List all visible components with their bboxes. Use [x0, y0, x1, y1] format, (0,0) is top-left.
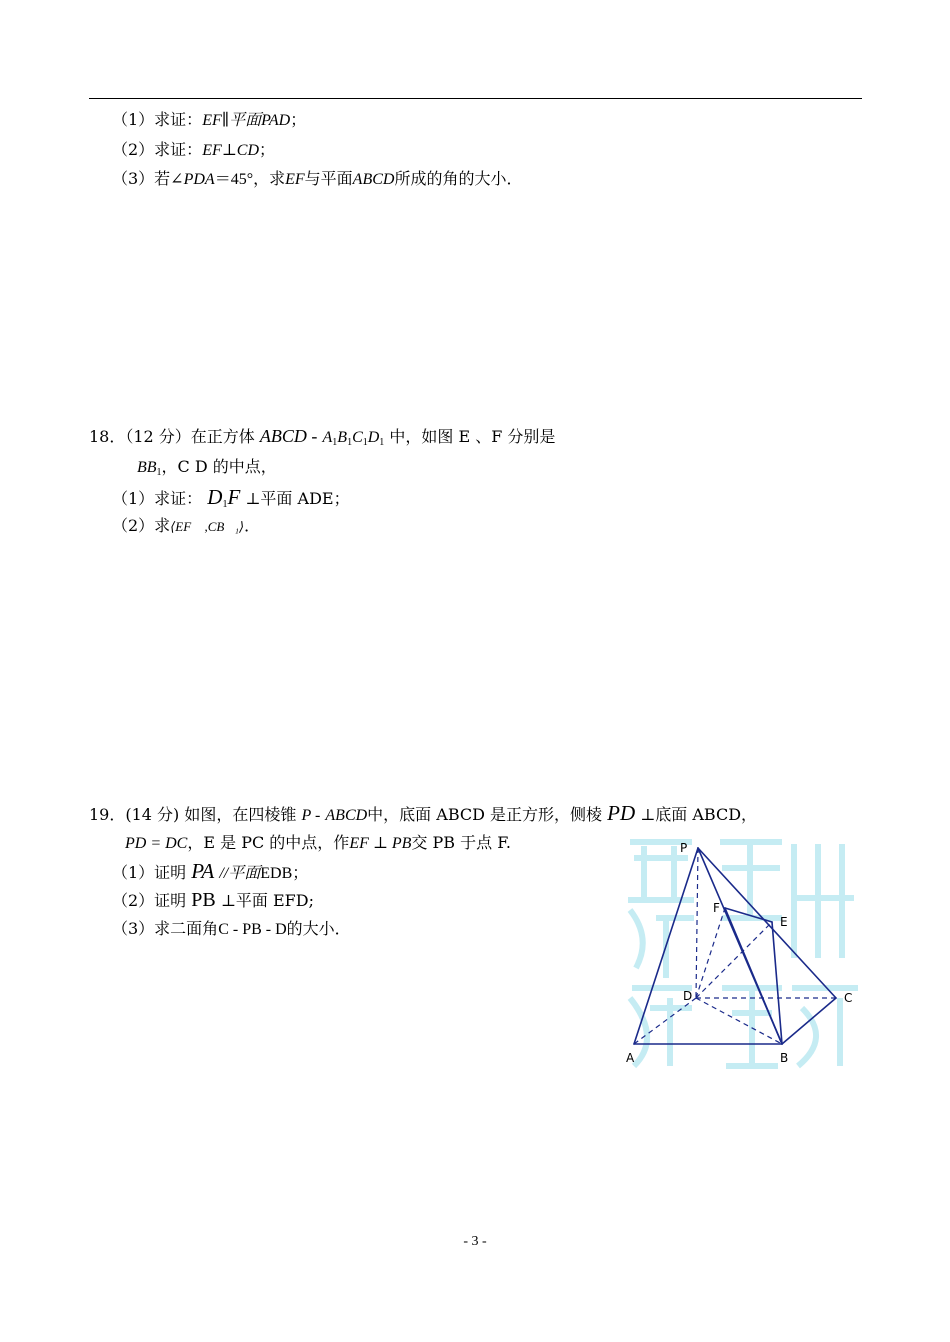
q19-stem-line2: PD = DC，E 是 PC 的中点，作EF ⊥ PB交 PB 于点 F. — [125, 833, 511, 852]
label-A: A — [626, 1051, 635, 1065]
q17-part2: （2）求证：EF⊥CD； — [112, 140, 276, 159]
vector-angle: ⟨EF⃗ ,CB⃗₁⟩ — [170, 519, 245, 534]
pyramid-figure — [622, 838, 862, 1070]
q19-stem-line1: 19．(14 分) 如图，在四棱锥 P - ABCD中，底面 ABCD 是正方形，侧棱 PD ⊥底面 ABCD， — [89, 801, 758, 825]
header-rule — [89, 98, 862, 99]
q17-part3: （3）若∠PDA＝45°，求EF与平面ABCD所成的角的大小． — [112, 169, 523, 188]
q19-part1: （1）证明 PA //平面EDB； — [112, 859, 309, 883]
q19-part2: （2）证明 PB ⊥平面 EFD; — [112, 889, 314, 911]
label-F: F — [713, 901, 720, 915]
label-C: C — [844, 991, 853, 1005]
label-D: D — [683, 989, 693, 1003]
page-number: - 3 - — [463, 1234, 487, 1249]
label-E: E — [780, 915, 788, 929]
label-P: P — [680, 841, 688, 855]
q17-part1: （1）求证：EF∥平面PAD； — [112, 110, 307, 129]
q18-part1: （1）求证： $D_1F$ ⊥平面 ADE； — [112, 485, 350, 510]
q18-part2: （2）求⟨EF⃗ ,CB⃗₁⟩． — [112, 516, 261, 535]
label-B: B — [780, 1051, 789, 1065]
q19-part3: （3）求二面角C - PB - D的大小． — [112, 919, 351, 938]
q18-stem-line2: $BB_1$，C D 的中点， — [137, 457, 277, 478]
q18-stem-line1: 18．（12 分）在正方体 ABCD - $A_1B_1C_1D_1$ 中，如图 E 、F 分别是 — [89, 426, 556, 448]
